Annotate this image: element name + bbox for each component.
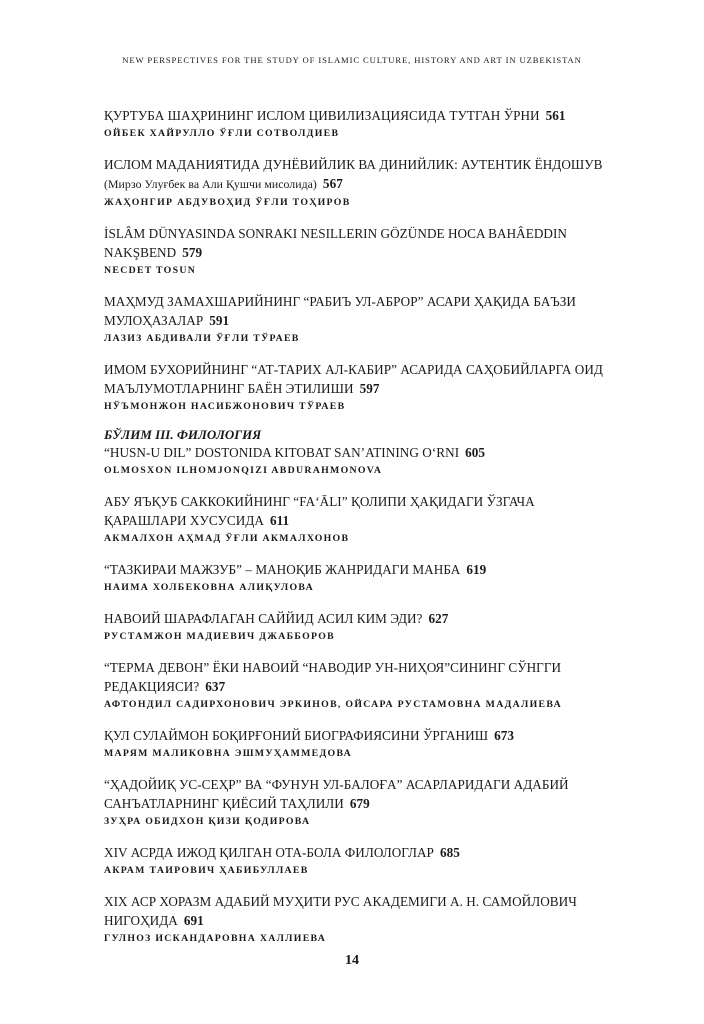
entry-page: 611 (269, 513, 290, 528)
entry-author: АКМАЛХОН АҲМАД ЎҒЛИ АКМАЛХОНОВ (104, 533, 350, 544)
entry-title: МАҲМУД ЗАМАХШАРИЙНИНГ “РАБИЪ УЛ-АБРОР” АСАРИ ҲАҚИДА БАЪЗИ МУЛОҲАЗАЛАР 591 (104, 294, 576, 328)
toc-entry (104, 360, 604, 415)
entry-title: “HUSN-U DIL” DOSTONIDA KITOBAT SAN’ATINING O‘RNI 605 (104, 445, 486, 460)
entry-page: 605 (465, 445, 486, 460)
entry-title: XIX АСР ХОРАЗМ АДАБИЙ МУҲИТИ РУС АКАДЕМИГИ А. Н. САМОЙЛОВИЧ НИГОҲИДА 691 (104, 894, 577, 928)
entry-title: “ТЕРМА ДЕВОН” ЁКИ НАВОИЙ “НАВОДИР УН-НИҲОЯ”СИНИНГ СЎНГГИ РЕДАКЦИЯСИ? 637 (104, 660, 562, 694)
entry-author: ЛАЗИЗ АБДИВАЛИ ЎҒЛИ ТЎРАЕВ (104, 333, 300, 344)
entry-title: АБУ ЯЪҚУБ САККОКИЙНИНГ “FA‘ĀLI” ҚОЛИПИ ҲАҚИДАГИ ЎЗГАЧА ҚАРАШЛАРИ ХУСУСИДА 611 (104, 494, 535, 528)
entry-page: 673 (494, 728, 514, 743)
entry-page: 685 (439, 845, 460, 860)
entry-author: OLMOSXON ILHOMJONQIZI ABDURAHMONOVA (104, 465, 383, 476)
entry-title: ИМОМ БУХОРИЙНИНГ “АТ-ТАРИХ АЛ-КАБИР” АСАРИДА САҲОБИЙЛАРГА ОИД МАЪЛУМОТЛАРНИНГ БАЁН ЭТИЛИШИ 597 (104, 362, 603, 396)
entry-author: ЗУҲРА ОБИДХОН ҚИЗИ ҚОДИРОВА (104, 816, 311, 827)
entry-author: МАРЯМ МАЛИКОВНА ЭШМУҲАММЕДОВА (104, 748, 353, 759)
entry-author: РУСТАМЖОН МАДИЕВИЧ ДЖАББОРОВ (104, 631, 336, 642)
entry-page: 637 (205, 679, 226, 694)
entry-title: ҚУРТУБА ШАҲРИНИНГ ИСЛОМ ЦИВИЛИЗАЦИЯСИДА ТУТГАН ЎРНИ 561 (104, 108, 566, 123)
toc-entry (104, 658, 604, 713)
toc-entry (104, 843, 604, 879)
entry-title: “ҲАДОЙИҚ УС-СЕҲР” ВА “ФУНУН УЛ-БАЛОҒА” АСАРЛАРИДАГИ АДАБИЙ САНЪАТЛАРНИНГ ҚИЁСИЙ ТАҲЛИЛИ 679 (104, 777, 569, 811)
table-of-contents (104, 106, 604, 960)
entry-page: 561 (545, 108, 566, 123)
entry-title: ИСЛОМ МАДАНИЯТИДА ДУНЁВИЙЛИК ВА ДИНИЙЛИК: АУТЕНТИК ЁНДОШУВ (104, 157, 603, 172)
entry-page: 679 (349, 796, 370, 811)
entry-page: 597 (359, 381, 380, 396)
entry-title: НАВОИЙ ШАРАФЛАГАН САЙЙИД АСИЛ КИМ ЭДИ? 627 (104, 611, 449, 626)
toc-entry (104, 106, 604, 142)
entry-title: ҚУЛ СУЛАЙМОН БОҚИРҒОНИЙ БИОГРАФИЯСИНИ ЎРГАНИШ 673 (104, 728, 514, 743)
running-head: NEW PERSPECTIVES FOR THE STUDY OF ISLAMIC CULTURE, HISTORY AND ART IN UZBEKISTAN (122, 55, 582, 65)
toc-entry (104, 775, 604, 830)
entry-author: АКРАМ ТАИРОВИЧ ҲАБИБУЛЛАЕВ (104, 865, 309, 876)
entry-page: 591 (209, 313, 230, 328)
toc-entry (104, 492, 604, 547)
page-number: 14 (345, 953, 359, 968)
entry-page: 619 (466, 562, 487, 577)
entry-author: НЎЪМОНЖОН НАСИБЖОНОВИЧ ТЎРАЕВ (104, 401, 346, 412)
toc-entry (104, 560, 604, 596)
entry-page: 691 (183, 913, 204, 928)
toc-entry (104, 224, 604, 279)
toc-entry (104, 726, 604, 762)
entry-title: “ТАЗКИРАИ МАЖЗУБ” – МАНОҚИБ ЖАНРИДАГИ МАНБА 619 (104, 562, 487, 577)
toc-entry (104, 609, 604, 645)
toc-entry (104, 292, 604, 347)
section-heading: БЎЛИМ III. ФИЛОЛОГИЯ (104, 427, 262, 442)
entry-title: XIV АСРДА ИЖОД ҚИЛГАН ОТА-БОЛА ФИЛОЛОГЛАР 685 (104, 845, 460, 860)
entry-title: İSLÂM DÜNYASINDA SONRAKI NESILLERIN GÖZÜNDE HOCA BAHÂEDDIN NAKŞBEND 579 (104, 226, 567, 260)
toc-entry (104, 892, 604, 947)
entry-author: ОЙБЕК ХАЙРУЛЛО ЎҒЛИ СОТВОЛДИЕВ (104, 128, 340, 139)
entry-author: ГУЛНОЗ ИСКАНДАРОВНА ХАЛЛИЕВА (104, 933, 327, 944)
entry-page: 579 (182, 245, 203, 260)
entry-subtitle-line: (Мирзо Улуғбек ва Али Қушчи мисолида) 567 (104, 176, 343, 191)
entry-page: 627 (428, 611, 449, 626)
entry-page: 567 (322, 176, 343, 191)
entry-author: ЖАҲОНГИР АБДУВОҲИД ЎҒЛИ ТОҲИРОВ (104, 197, 351, 208)
entry-author: NECDET TOSUN (104, 265, 197, 276)
entry-author: АФТОНДИЛ САДИРХОНОВИЧ ЭРКИНОВ, ОЙСАРА РУСТАМОВНА МАДАЛИЕВА (104, 699, 562, 710)
entry-author: НАИМА ХОЛБЕКОВНА АЛИҚУЛОВА (104, 582, 314, 593)
toc-entry (104, 443, 604, 479)
toc-entry (104, 155, 604, 211)
